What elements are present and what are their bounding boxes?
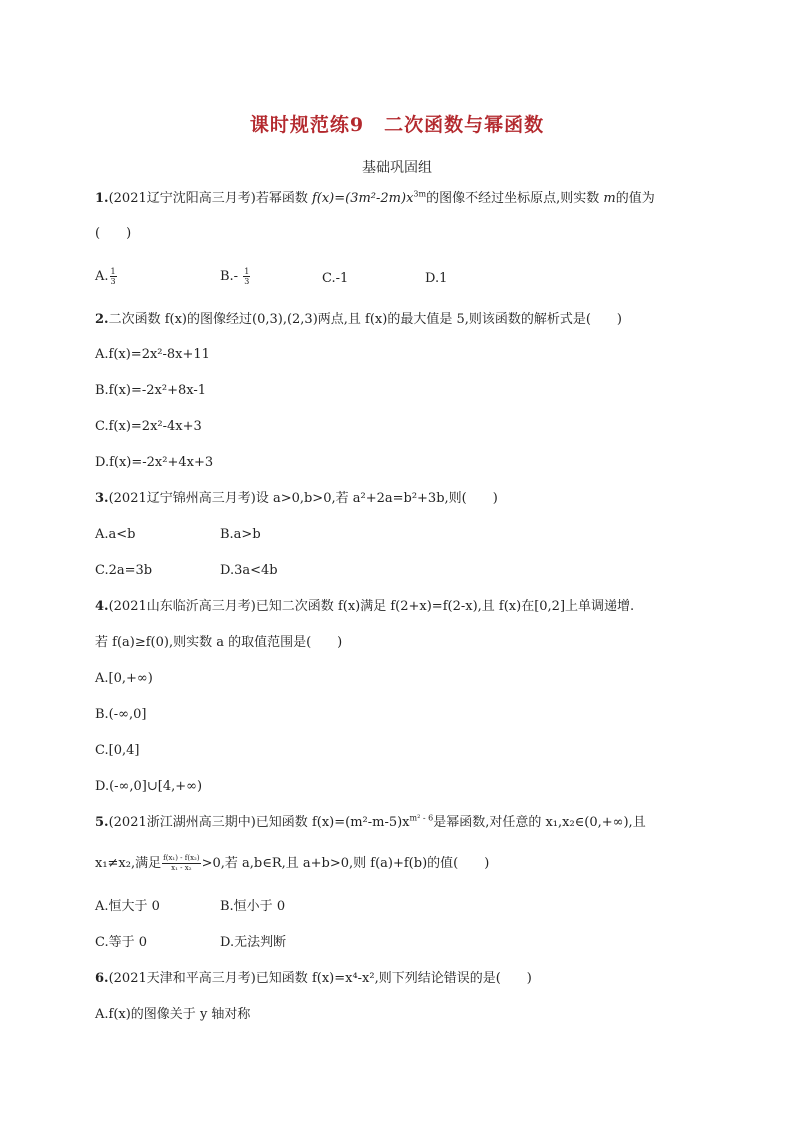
question-6-option-a: A.f(x)的图像关于 y 轴对称 [95, 1007, 251, 1022]
question-5-option-a: A.恒大于 0 [95, 899, 160, 914]
question-text: 的值为 [615, 191, 655, 206]
fraction-denominator: 3 [110, 277, 116, 286]
option-label: B.- [220, 269, 243, 284]
fraction-denominator: x₁ - x₂ [171, 864, 192, 872]
fraction-denominator: 3 [244, 277, 250, 286]
math-exponent: m² - 6 [409, 813, 434, 823]
question-4-option-c: C.[0,4] [95, 743, 140, 758]
question-4-stem [95, 598, 634, 616]
question-4-option-a: A.[0,+∞) [95, 671, 153, 686]
math-expression: f(x)=(3m²-2m)x [311, 191, 414, 206]
question-1-option-b [220, 267, 251, 286]
question-text: (2021山东临沂高三月考)已知二次函数 f(x)满足 f(2+x)=f(2-x),且 f(x)在[0,2]上单调递增. [108, 599, 635, 614]
question-text: 二次函数 f(x)的图像经过(0,3),(2,3)两点,且 f(x)的最大值是 5,则该函数的解析式是( ) [108, 312, 622, 327]
question-3-option-b: B.a>b [220, 527, 261, 542]
question-5-stem-line2 [95, 854, 489, 873]
question-4-stem-line2: 若 f(a)≥f(0),则实数 a 的取值范围是( ) [95, 635, 343, 650]
question-text: 是幂函数,对任意的 x₁,x₂∈(0,+∞),且 [433, 815, 646, 830]
question-number: 5. [95, 815, 109, 830]
question-text: (2021天津和平高三月考)已知函数 f(x)=x⁴-x²,则下列结论错误的是( ) [108, 971, 532, 986]
section-subtitle: 基础巩固组 [362, 160, 432, 176]
question-source: (2021辽宁沈阳高三月考) [108, 191, 256, 206]
fraction-numerator: 1 [244, 267, 250, 276]
question-text: >0,若 a,b∈R,且 a+b>0,则 f(a)+f(b)的值( ) [201, 856, 490, 871]
question-5-stem [95, 814, 646, 832]
question-2-option-d: D.f(x)=-2x²+4x+3 [95, 455, 214, 470]
fraction [110, 267, 117, 286]
question-4-option-b: B.(-∞,0] [95, 707, 147, 722]
question-1-stem [95, 190, 655, 208]
question-6-stem [95, 970, 532, 988]
math-variable: m [603, 191, 616, 206]
math-exponent: 3m [413, 189, 427, 199]
option-label: A. [95, 269, 109, 284]
question-1-option-a [95, 267, 118, 286]
fraction-numerator: f(x₁) - f(x₂) [163, 854, 200, 862]
question-text: (2021辽宁锦州高三月考)设 a>0,b>0,若 a²+2a=b²+3b,则( ) [108, 491, 498, 506]
question-text: 的图像不经过坐标原点,则实数 [426, 191, 604, 206]
question-text: (2021浙江湖州高三期中)已知函数 f(x)=(m²-m-5)x [108, 815, 410, 830]
question-1-option-d: D.1 [425, 271, 448, 286]
question-number: 4. [95, 599, 109, 614]
question-3-option-a: A.a<b [95, 527, 136, 542]
fraction [162, 854, 200, 873]
question-2-option-b: B.f(x)=-2x²+8x-1 [95, 383, 207, 398]
question-text: 若幂函数 [255, 191, 312, 206]
question-number: 1. [95, 191, 109, 206]
question-5-option-d: D.无法判断 [220, 935, 287, 950]
question-1-paren: ( ) [95, 226, 132, 241]
question-2-option-a: A.f(x)=2x²-8x+11 [95, 347, 210, 362]
fraction-numerator: 1 [110, 267, 116, 276]
question-text: x₁≠x₂,满足 [95, 856, 162, 871]
question-number: 3. [95, 491, 109, 506]
question-2-stem [95, 311, 622, 329]
question-4-option-d: D.(-∞,0]∪[4,+∞) [95, 779, 203, 794]
question-2-option-c: C.f(x)=2x²-4x+3 [95, 419, 202, 434]
question-3-option-d: D.3a<4b [220, 563, 278, 578]
question-5-option-b: B.恒小于 0 [220, 899, 286, 914]
page-title: 课时规范练9 二次函数与幂函数 [249, 114, 545, 136]
question-5-option-c: C.等于 0 [95, 935, 148, 950]
question-number: 2. [95, 312, 109, 327]
question-3-option-c: C.2a=3b [95, 563, 153, 578]
question-number: 6. [95, 971, 109, 986]
fraction [243, 267, 250, 286]
question-1-option-c: C.-1 [322, 271, 349, 286]
question-3-stem [95, 490, 498, 508]
